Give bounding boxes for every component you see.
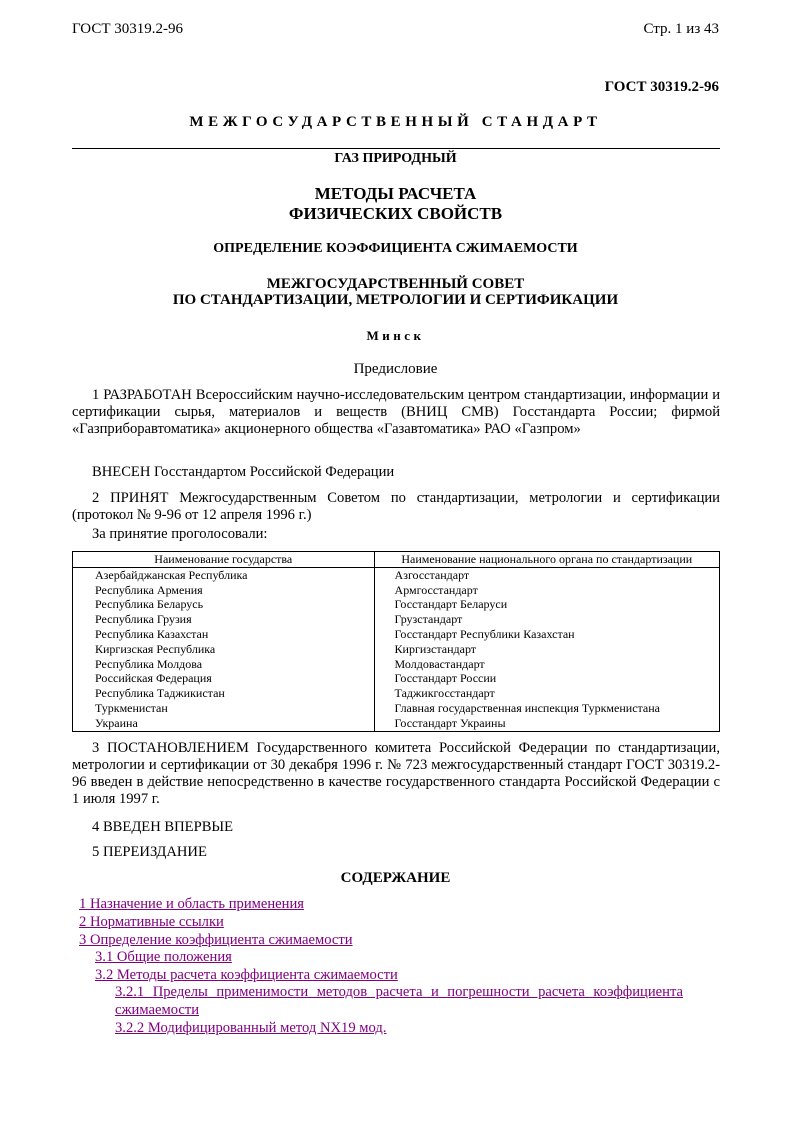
subject-title: ГАЗ ПРИРОДНЫЙ [334, 151, 457, 166]
state-name: Республика Беларусь [73, 597, 375, 612]
agency-name: Молдовастандарт [374, 657, 719, 672]
table-row [73, 627, 720, 642]
preface-heading: Предисловие [353, 361, 438, 377]
determination-title: ОПРЕДЕЛЕНИЕ КОЭФФИЦИЕНТА СЖИМАЕМОСТИ [213, 241, 578, 256]
toc-link-section-1[interactable]: 1 Назначение и область применения [79, 896, 304, 912]
agency-name: Грузстандарт [374, 612, 719, 627]
state-name: Республика Армения [73, 583, 375, 598]
table-row [73, 642, 720, 657]
page-number: Стр. 1 из 43 [643, 21, 719, 37]
toc-heading: СОДЕРЖАНИЕ [340, 870, 451, 886]
methods-title-line1: МЕТОДЫ РАСЧЕТА [314, 184, 477, 203]
table-row [73, 701, 720, 716]
preface-introduced: ВНЕСЕН Госстандартом Российской Федерации [92, 464, 395, 480]
preface-paragraph-5: 5 ПЕРЕИЗДАНИЕ [92, 844, 207, 860]
state-name: Украина [73, 716, 375, 731]
states-table [72, 551, 720, 732]
toc-link-section-3-1[interactable]: 3.1 Общие положения [95, 949, 232, 965]
table-row [73, 716, 720, 731]
methods-title-line2: ФИЗИЧЕСКИХ СВОЙСТВ [288, 204, 503, 223]
council-title-line1: МЕЖГОСУДАРСТВЕННЫЙ СОВЕТ [266, 276, 525, 292]
toc-link-section-3-2-1[interactable]: 3.2.1 Пределы применимости методов расчета и погрешности расчета коэффициента сжимаемости [115, 984, 683, 1018]
table-row [73, 657, 720, 672]
title-divider [72, 148, 720, 149]
standard-type-title: МЕЖГОСУДАРСТВЕННЫЙ СТАНДАРТ [189, 114, 602, 130]
table-row [73, 612, 720, 627]
state-name: Республика Казахстан [73, 627, 375, 642]
state-name: Республика Таджикистан [73, 686, 375, 701]
agency-name: Армгосстандарт [374, 583, 719, 598]
table-row [73, 567, 720, 582]
agency-name: Госстандарт Украины [374, 716, 719, 731]
agency-name: Госстандарт Беларуси [374, 597, 719, 612]
table-row [73, 686, 720, 701]
preface-paragraph-4: 4 ВВЕДЕН ВПЕРВЫЕ [92, 819, 234, 835]
toc-link-section-3-2-2[interactable]: 3.2.2 Модифицированный метод NX19 мод. [115, 1020, 387, 1036]
preface-voted-label: За принятие проголосовали: [92, 526, 268, 542]
state-name: Республика Грузия [73, 612, 375, 627]
agency-name: Азгосстандарт [374, 567, 719, 582]
toc-link-section-3-2[interactable]: 3.2 Методы расчета коэффициента сжимаемости [95, 967, 398, 983]
state-name: Республика Молдова [73, 657, 375, 672]
agency-name: Главная государственная инспекция Туркменистана [374, 701, 719, 716]
preface-paragraph-2: 2 ПРИНЯТ Межгосударственным Советом по стандартизации, метрологии и сертификации (протокол № 9-96 от 12 апреля 1996 г.) [72, 490, 720, 523]
table-row [73, 597, 720, 612]
table-row [73, 583, 720, 598]
council-title-line2: ПО СТАНДАРТИЗАЦИИ, МЕТРОЛОГИИ И СЕРТИФИКАЦИИ [172, 292, 619, 308]
agency-name: Киргизстандарт [374, 642, 719, 657]
state-name: Киргизская Республика [73, 642, 375, 657]
agency-name: Госстандарт Республики Казахстан [374, 627, 719, 642]
state-name: Азербайджанская Республика [73, 567, 375, 582]
column-header-state: Наименование государства [73, 552, 375, 568]
city-label: Минск [366, 328, 425, 343]
document-code: ГОСТ 30319.2-96 [604, 79, 719, 95]
toc-link-section-3[interactable]: 3 Определение коэффициента сжимаемости [79, 932, 353, 948]
column-header-agency: Наименование национального органа по стандартизации [374, 552, 719, 568]
states-table-header [73, 552, 720, 568]
table-row [73, 671, 720, 686]
state-name: Туркменистан [73, 701, 375, 716]
preface-paragraph-3: 3 ПОСТАНОВЛЕНИЕМ Государственного комитета Российской Федерации по стандартизации, метрологии и сертификации от 30 декабря 1996 г. № 723 межгосударственный стандарт ГОСТ 30319.2-96 введен в действие непосредственно в качестве государственного стандарта Российской Федерации с 1 июля 1997 г. [72, 740, 720, 807]
agency-name: Таджикгосстандарт [374, 686, 719, 701]
state-name: Российская Федерация [73, 671, 375, 686]
methods-title [0, 184, 791, 224]
preface-paragraph-1: 1 РАЗРАБОТАН Всероссийским научно-исследовательским центром стандартизации, информации и сертификации сырья, материалов и веществ (ВНИЦ СМВ) Госстандарта России; фирмой «Газприборавтоматика» акционерного общества «Газавтоматика» РАО «Газпром» [72, 387, 720, 437]
council-title [0, 276, 791, 308]
page-header-doc-code: ГОСТ 30319.2-96 [72, 21, 183, 37]
agency-name: Госстандарт России [374, 671, 719, 686]
toc-link-section-2[interactable]: 2 Нормативные ссылки [79, 914, 224, 930]
